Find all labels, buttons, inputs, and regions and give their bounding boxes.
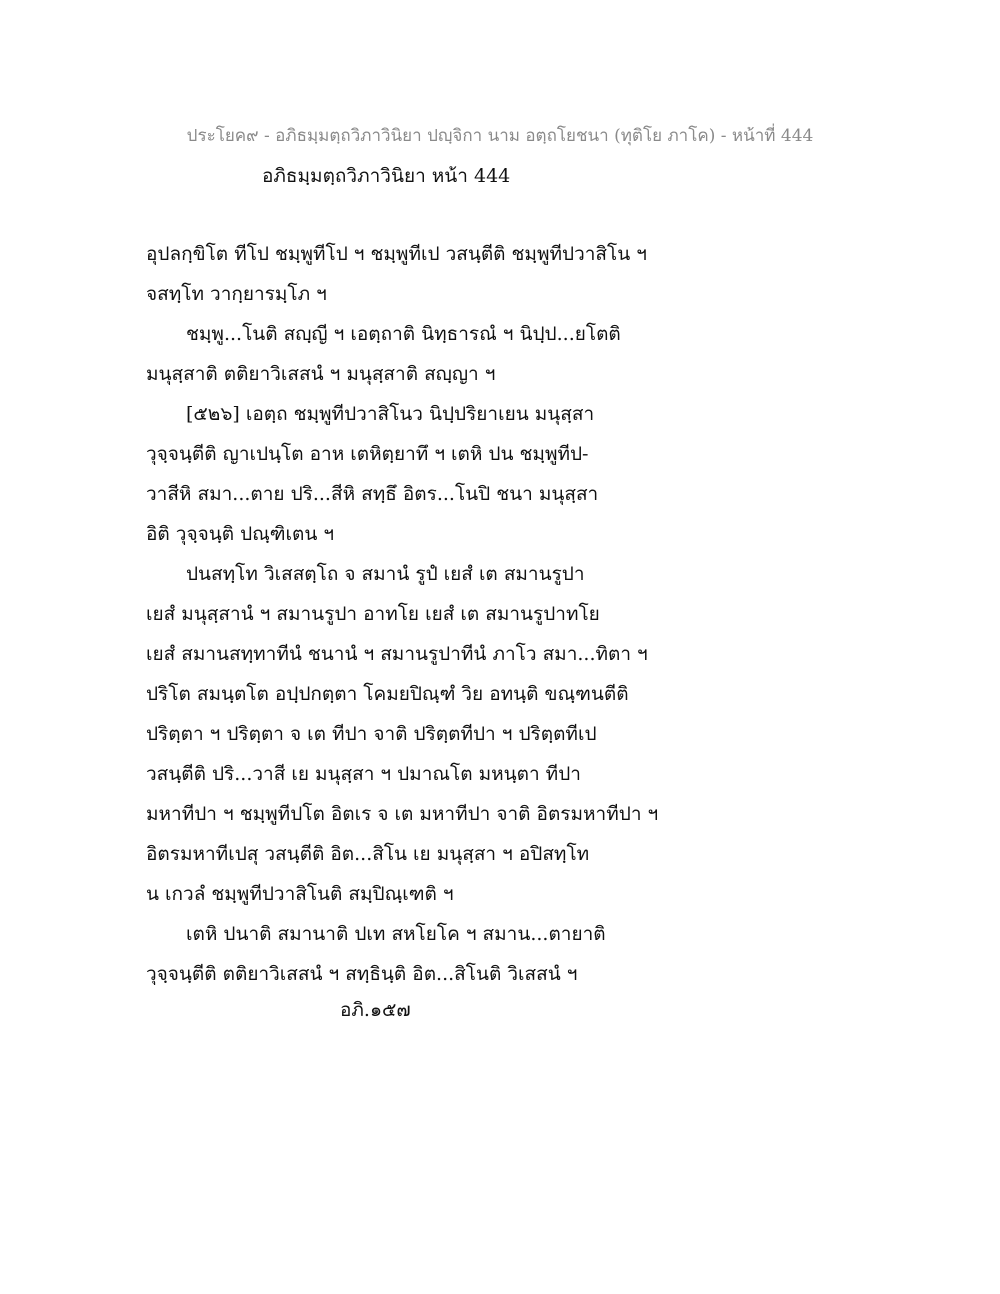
page-reference: อภิ.๑๕๗ bbox=[340, 999, 411, 1021]
text-line: วุจฺจนฺตีติ ตติยาวิเสสนํ ฯ สทฺธินฺติ อิต...สิโนติ วิเสสนํ ฯ bbox=[146, 963, 578, 985]
text-line: อิตรมหาทีเปสุ วสนฺตีติ อิต...สิโน เย มนุสฺสา ฯ อปิสทฺโท bbox=[146, 843, 590, 865]
text-line: อิติ วุจฺจนฺติ ปณฺฑิเตน ฯ bbox=[146, 523, 335, 545]
text-line: เยสํ มนุสฺสานํ ฯ สมานรูปา อาทโย เยสํ เต สมานรูปาทโย bbox=[146, 603, 600, 625]
text-line: มหาทีปา ฯ ชมฺพูทีปโต อิตเร จ เต มหาทีปา จาติ อิตรมหาทีปา ฯ bbox=[146, 803, 659, 825]
text-line: ปริโต สมนฺตโต อปฺปกตฺตา โคมยปิณฺฑํ วิย อทนฺติ ขณฺฑนตีติ bbox=[146, 683, 629, 705]
text-line: อุปลกฺขิโต ทีโป ชมฺพูทีโป ฯ ชมฺพูทีเป วสนฺตีติ ชมฺพูทีปวาสิโน ฯ bbox=[146, 243, 647, 265]
page-title: อภิธมฺมตฺถวิภาวินิยา หน้า 444 bbox=[262, 165, 511, 187]
text-line: มนุสฺสาติ ตติยาวิเสสนํ ฯ มนุสฺสาติ สญฺญา ฯ bbox=[146, 363, 496, 385]
text-line: ชมฺพู...โนติ สญฺญี ฯ เอตฺถาติ นิทฺธารณํ ฯ นิปฺป...ยโตติ bbox=[186, 323, 621, 345]
text-line: จสทฺโท วากฺยารมฺโภ ฯ bbox=[146, 283, 327, 305]
text-line: เตหิ ปนาติ สมานาติ ปเท สหโยโค ฯ สมาน...ตายาติ bbox=[186, 923, 606, 945]
text-line: ปนสทฺโท วิเสสตฺโถ จ สมานํ รูปํ เยสํ เต สมานรูปา bbox=[186, 563, 585, 585]
text-line: วุจฺจนฺตีติ ญาเปนฺโต อาห เตหิตฺยาทึ ฯ เตหิ ปน ชมฺพูทีป- bbox=[146, 443, 589, 465]
text-line: วสนฺตีติ ปริ...วาสี เย มนุสฺสา ฯ ปมาณโต มหนฺตา ทีปา bbox=[146, 763, 581, 785]
text-line: น เกวลํ ชมฺพูทีปวาสิโนติ สมฺปิณฺเฑติ ฯ bbox=[146, 883, 454, 905]
body-text bbox=[146, 234, 866, 994]
text-line: เยสํ สมานสทฺทาทีนํ ชนานํ ฯ สมานรูปาทีนํ ภาโว สมา...ทิตา ฯ bbox=[146, 643, 648, 665]
running-header: ประโยค๙ - อภิธมฺมตฺถวิภาวินิยา ปญฺจิกา นาม อตฺถโยชนา (ทุติโย ภาโค) - หน้าที่ 444 bbox=[186, 126, 814, 146]
text-line: ปริตฺตา ฯ ปริตฺตา จ เต ทีปา จาติ ปริตฺตทีปา ฯ ปริตฺตทีเป bbox=[146, 723, 597, 745]
text-line: วาสีหิ สมา...ตาย ปริ...สีหิ สทฺธึ อิตร...โนปิ ชนา มนุสฺสา bbox=[146, 483, 599, 505]
text-line: [๕๒๖] เอตฺถ ชมฺพูทีปวาสิโนว นิปฺปริยาเยน มนุสฺสา bbox=[186, 403, 595, 425]
